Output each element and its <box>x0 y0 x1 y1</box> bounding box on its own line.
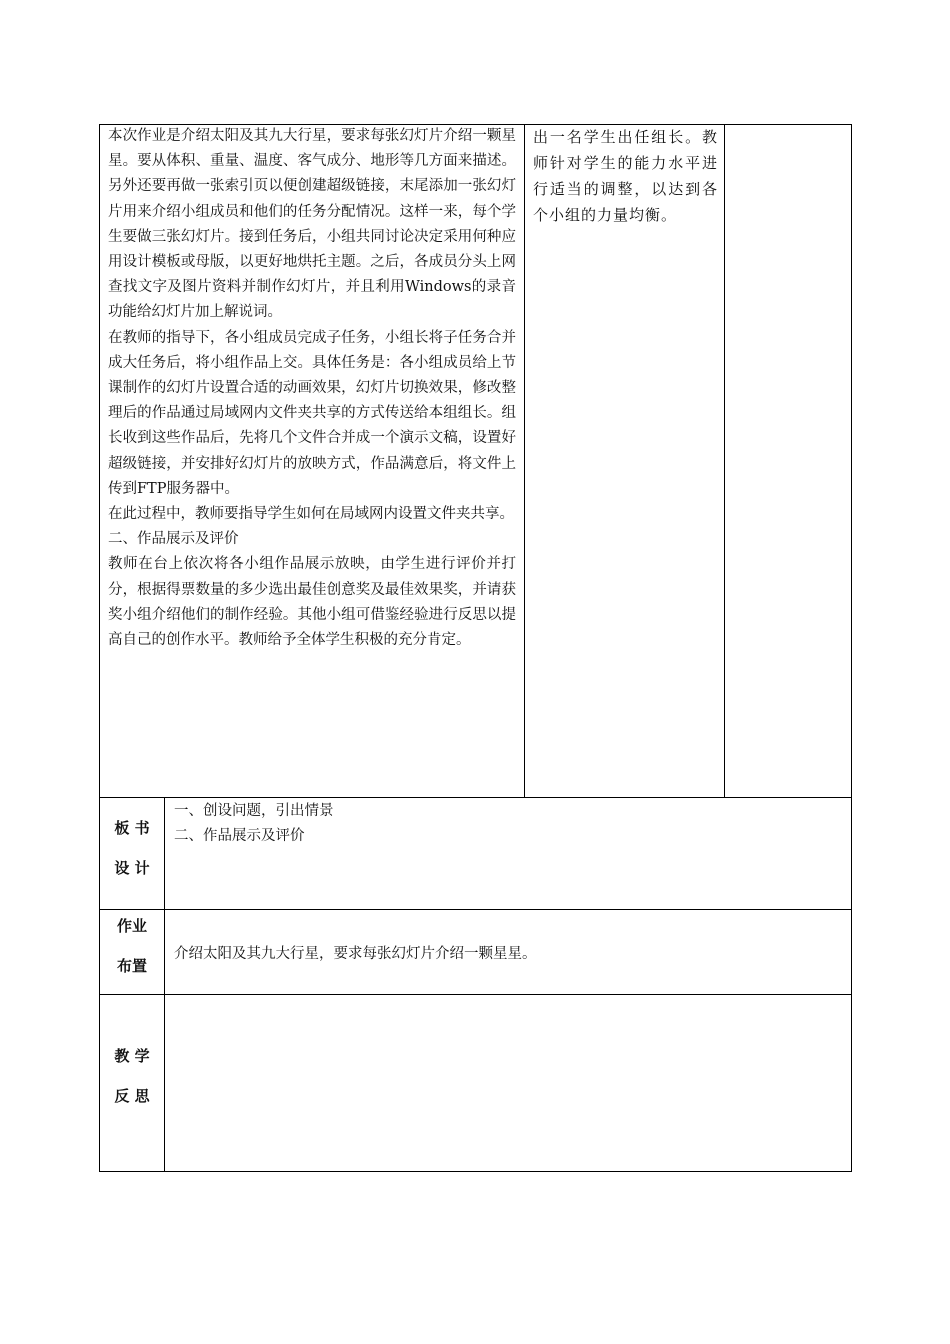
board-design-label-line2: 设 计 <box>114 859 150 877</box>
homework-label-line2: 布置 <box>116 957 147 975</box>
teacher-note: 出一名学生出任组长。教师针对学生的能力水平进行适当的调整，以达到各个小组的力量均衡。 <box>533 128 718 224</box>
reflection-content <box>165 995 851 1171</box>
reflection-label <box>100 1042 164 1110</box>
table-border-right <box>851 124 852 1172</box>
teacher-note-cell <box>533 124 718 228</box>
board-item: 二、作品展示及评价 <box>174 828 305 845</box>
row-divider-board <box>99 797 852 798</box>
column-divider-2 <box>724 124 725 798</box>
board-design-content <box>174 799 834 849</box>
row-divider-homework <box>99 909 852 910</box>
board-design-label <box>100 814 164 882</box>
activity-paragraph: 本次作业是介绍太阳及其九大行星，要求每张幻灯片介绍一颗星星。要从体积、重量、温度、客气成分、地形等几方面来描述。另外还要再做一张索引页以便创建超级链接，末尾添加一张幻灯片用来介绍小组成员和他们的任务分配情况。这样一来，每个学生要做三张幻灯片。接到任务后，小组共同讨论决定采用何种应用设计模板或母版，以更好地烘托主题。之后，各成员分头上网查找文字及图片资料并制作幻灯片，并且利用Windows的录音功能给幻灯片加上解说词。 <box>108 128 516 321</box>
activity-paragraph: 教师在台上依次将各小组作品展示放映，由学生进行评价并打分，根据得票数量的多少选出最佳创意奖及最佳效果奖，并请获奖小组介绍他们的制作经验。其他小组可借鉴经验进行反思以提高自己的创作水平。教师给予全体学生积极的充分肯定。 <box>108 556 516 649</box>
activity-paragraph: 在此过程中，教师要指导学生如何在局域网内设置文件夹共享。 <box>108 506 514 523</box>
reflection-label-line1: 教 学 <box>114 1047 150 1065</box>
homework-label <box>100 912 164 980</box>
reflection-label-line2: 反 思 <box>114 1087 150 1105</box>
board-item: 一、创设问题，引出情景 <box>174 803 334 819</box>
table-border-bottom <box>99 1171 852 1172</box>
column-divider-1 <box>524 124 525 798</box>
activity-paragraph: 在教师的指导下，各小组成员完成子任务，小组长将子任务合并成大任务后，将小组作品上交。具体任务是：各小组成员给上节课制作的幻灯片设置合适的动画效果，幻灯片切换效果，修改整理后的作品通过局域网内文件夹共享的方式传送给本组组长。组长收到这些作品后，先将几个文件合并成一个演示文稿，设置好超级链接，并安排好幻灯片的放映方式，作品满意后，将文件上传到FTP服务器中。 <box>108 329 516 497</box>
section-heading: 二、作品展示及评价 <box>108 531 239 548</box>
homework-content <box>174 942 834 967</box>
activity-description-cell <box>108 124 516 653</box>
board-design-label-line1: 板 书 <box>114 819 150 837</box>
homework-label-line1: 作业 <box>116 917 147 935</box>
table-border-left <box>99 124 100 1172</box>
homework-text: 介绍太阳及其九大行星，要求每张幻灯片介绍一颗星星。 <box>174 946 537 962</box>
